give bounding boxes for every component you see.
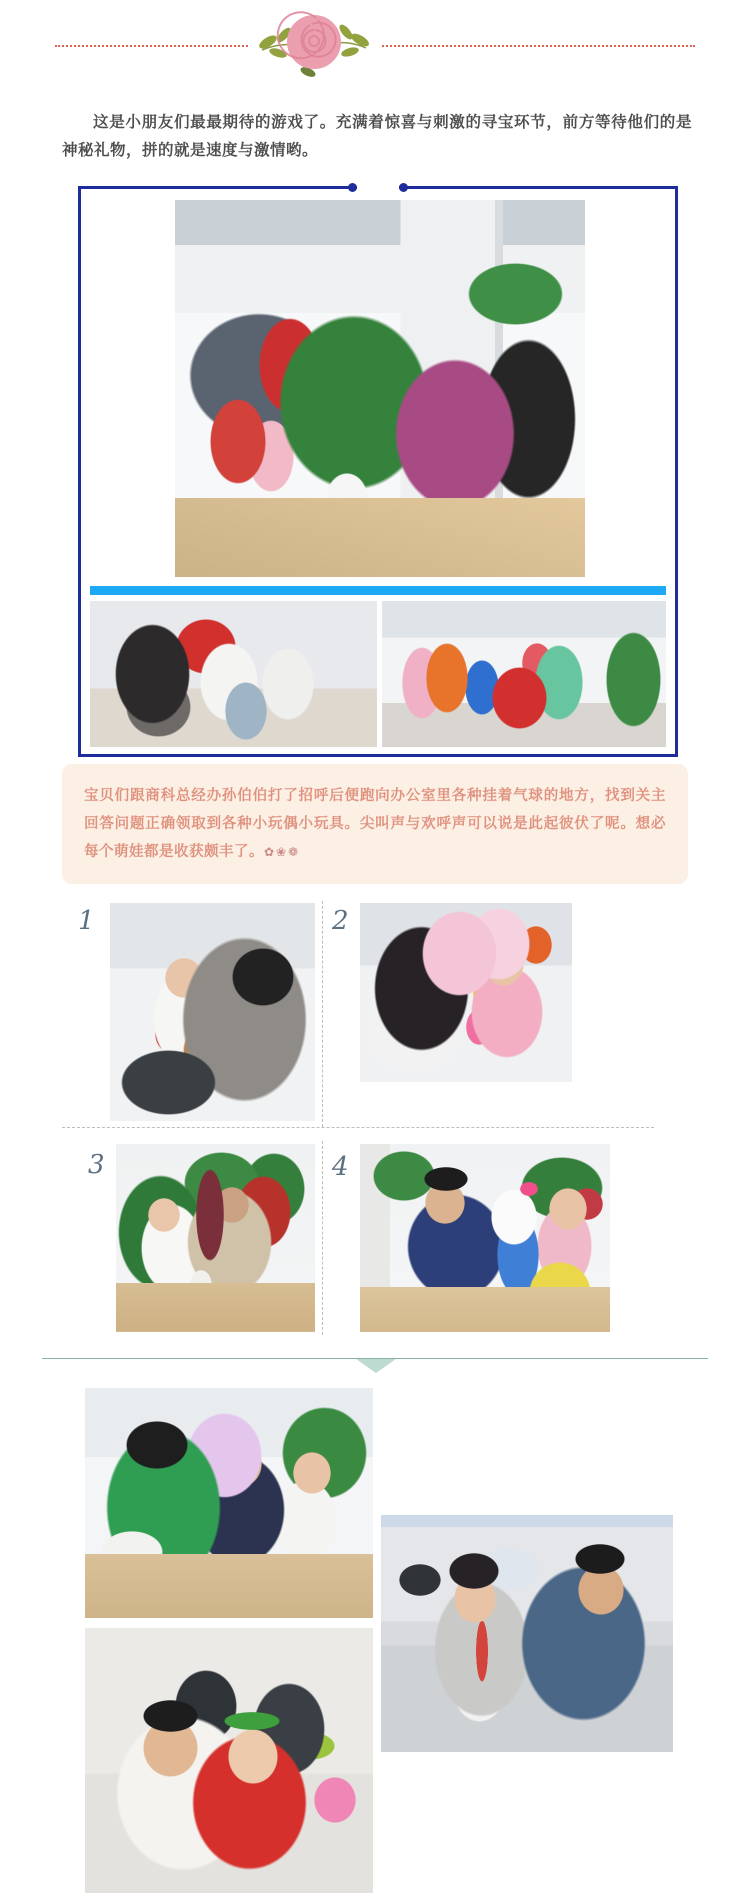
photo-number-4: 4 bbox=[332, 1152, 349, 1182]
photo-2[interactable] bbox=[360, 903, 572, 1082]
horizontal-dashed-divider bbox=[62, 1127, 654, 1128]
vertical-dashed-divider-2 bbox=[322, 1141, 323, 1335]
photo-3[interactable] bbox=[116, 1144, 315, 1332]
framed-gallery bbox=[78, 186, 678, 757]
photo-number-2: 2 bbox=[332, 906, 349, 936]
note-box bbox=[62, 764, 688, 884]
frame-dot-right bbox=[399, 183, 408, 192]
chevron-down-icon bbox=[356, 1359, 396, 1373]
photo-kids-crowd[interactable] bbox=[382, 601, 666, 747]
photo-1[interactable] bbox=[110, 903, 315, 1121]
accent-bar bbox=[90, 586, 666, 595]
note-text: 宝贝们跟商科总经办孙伯伯打了招呼后便跑向办公室里各种挂着气球的地方，找到关主回答问题正确领取到各种小玩偶小玩具。尖叫声与欢呼声可以说是此起彼伏了呢。想必每个萌娃都是收获颇丰了。 bbox=[84, 788, 666, 860]
photo-hero[interactable] bbox=[175, 200, 585, 577]
flower-icons: ✿❀❁ bbox=[264, 845, 301, 859]
frame-dot-left bbox=[348, 183, 357, 192]
rose-ornament bbox=[248, 4, 380, 82]
intro-paragraph: 这是小朋友们最最期待的游戏了。充满着惊喜与刺激的寻宝环节，前方等待他们的是神秘礼物，拼的就是速度与激情哟。 bbox=[62, 112, 692, 159]
rose-icon bbox=[248, 4, 380, 82]
photo-bottom-right[interactable] bbox=[381, 1515, 673, 1752]
photo-bottom-left-bottom[interactable] bbox=[85, 1628, 373, 1893]
photo-gift-giving[interactable] bbox=[90, 601, 377, 747]
vertical-dashed-divider bbox=[322, 901, 323, 1127]
photo-bottom-left-top[interactable] bbox=[85, 1388, 373, 1618]
photo-4[interactable] bbox=[360, 1144, 610, 1332]
frame-top-gap bbox=[357, 186, 399, 189]
photo-number-3: 3 bbox=[88, 1150, 105, 1180]
photo-number-1: 1 bbox=[78, 906, 95, 936]
